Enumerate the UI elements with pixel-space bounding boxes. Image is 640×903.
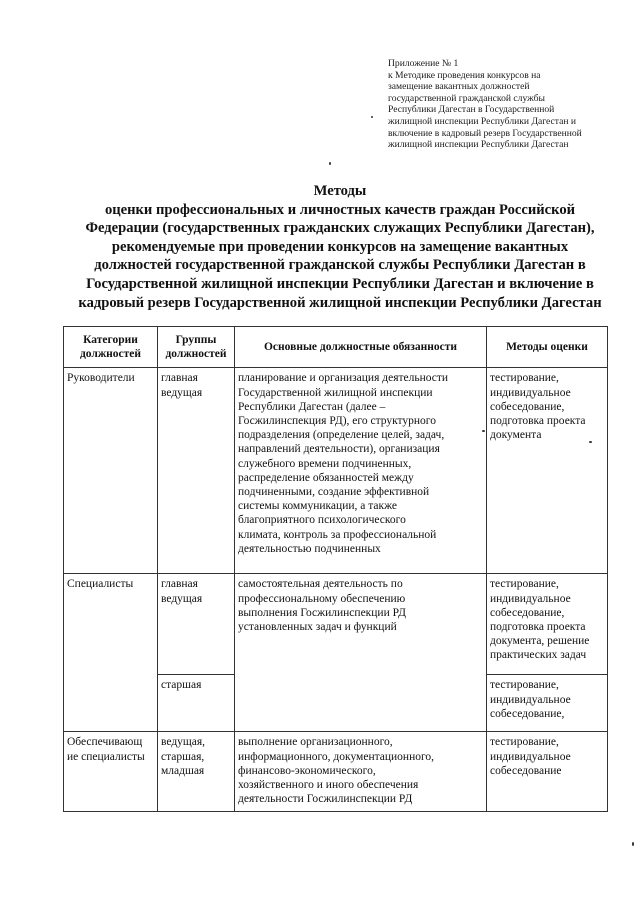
cell-group: старшая xyxy=(158,675,235,732)
title-line: кадровый резерв Государственной жилищной инспекции Республики Дагестан xyxy=(78,294,602,311)
cell-category: Руководители xyxy=(64,368,158,574)
annex-line: Республики Дагестан в Государственной xyxy=(388,104,555,116)
cell-group: главная ведущая xyxy=(158,368,235,574)
methods-table xyxy=(63,326,608,812)
cell-methods: тестирование, индивидуальное собеседование, подготовка проекта документа xyxy=(487,368,608,574)
title-line: должностей государственной гражданской службы Республики Дагестан в xyxy=(94,257,586,274)
scan-speck xyxy=(589,441,592,443)
annex-line: жилищной инспекции Республики Дагестан xyxy=(388,139,569,151)
cell-methods: тестирование, индивидуальное собеседование xyxy=(487,732,608,812)
header-duties: Основные должностные обязанности xyxy=(235,327,487,368)
table-row xyxy=(64,368,608,574)
document-title xyxy=(40,182,640,312)
annex-line: к Методике проведения конкурсов на xyxy=(388,69,541,81)
annex-line: Приложение № 1 xyxy=(388,58,459,69)
scan-speck xyxy=(632,842,634,846)
scan-speck xyxy=(371,116,373,118)
annex-line: жилищной инспекции Республики Дагестан и xyxy=(388,115,577,127)
cell-duties: выполнение организационного, информационного, документационного, финансово-экономического, хозяйственного и иного обеспечения деятельности Госжилинспекции РД xyxy=(235,732,487,812)
title-line: Государственной жилищной инспекции Республики Дагестан и включение в xyxy=(86,275,594,292)
cell-group: ведущая, старшая, младшая xyxy=(158,732,235,812)
cell-duties: планирование и организация деятельности Государственной жилищной инспекции Республики Дагестан (далее – Госжилинспекция РД), его структурного подразделения (определение целей, задач, направлений деятельности), организация служебного времени подчиненных, распределение обязанностей между подчиненными, создание эффективной системы коммуникации, а также благоприятного психологического климата, контроль за профессиональной деятельностью подчиненных xyxy=(235,368,487,574)
cell-category: Обеспечивающ ие специалисты xyxy=(64,732,158,812)
header-group: Группы должностей xyxy=(158,327,235,368)
scan-speck xyxy=(329,162,331,165)
table-header-row xyxy=(64,327,608,368)
cell-duties: самостоятельная деятельность по профессиональному обеспечению выполнения Госжилинспекции РД установленных задач и функций xyxy=(235,574,487,732)
title-line: рекомендуемые при проведении конкурсов на замещение вакантных xyxy=(111,238,569,255)
cell-methods: тестирование, индивидуальное собеседование, подготовка проекта документа, решение практических задач xyxy=(487,574,608,675)
table-row xyxy=(64,732,608,812)
title-line: оценки профессиональных и личностных качеств граждан Российской xyxy=(104,201,576,218)
cell-methods: тестирование, индивидуальное собеседование, xyxy=(487,675,608,732)
title-line: Федерации (государственных гражданских служащих Республики Дагестан), xyxy=(85,220,595,237)
annex-line: включение в кадровый резерв Государственной xyxy=(388,127,582,139)
header-methods: Методы оценки xyxy=(487,327,608,368)
annex-line: замещение вакантных должностей xyxy=(388,81,530,93)
header-category: Категории должностей xyxy=(64,327,158,368)
cell-group: главная ведущая xyxy=(158,574,235,675)
scan-speck xyxy=(482,430,485,432)
annex-note xyxy=(388,58,638,151)
title-line: Методы xyxy=(313,183,367,199)
cell-category: Специалисты xyxy=(64,574,158,732)
table-row xyxy=(64,574,608,675)
annex-line: государственной гражданской службы xyxy=(388,92,545,104)
